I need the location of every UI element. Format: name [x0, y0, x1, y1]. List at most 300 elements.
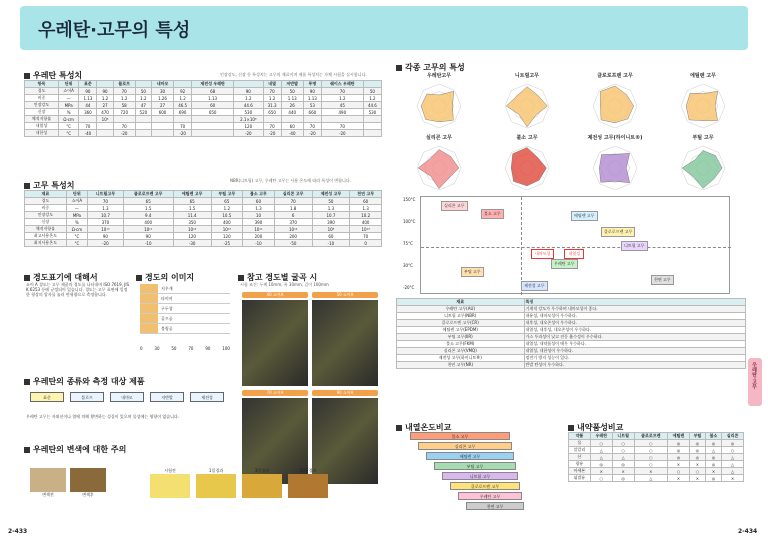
flow-node: 표준	[30, 392, 64, 402]
radar-chart	[572, 79, 658, 131]
resistance-table-row	[397, 306, 746, 313]
chem-table-cell: ◎	[722, 440, 744, 447]
urethane-table-cell: 신장	[25, 109, 59, 116]
urethane-table-cell: 650	[192, 109, 234, 116]
heat-bar: 클로로프렌 고무	[450, 482, 520, 490]
map-axis-labels	[531, 249, 651, 263]
map-boxes	[421, 197, 731, 295]
urethane-table-cell: 2.1×10⁸	[234, 116, 263, 123]
resistance-table-cell: 내후성, 내오존성이 우수하다.	[524, 320, 745, 327]
page-number-left: 2-433	[8, 528, 28, 535]
rubber-table-cell: 50	[312, 198, 350, 205]
rubber-table-cell: 10¹⁴	[274, 226, 312, 233]
urethane-table-wrap	[24, 80, 382, 170]
radar-area	[600, 86, 633, 123]
urethane-table-cell: 쇼어A	[58, 88, 78, 95]
map-box: 불소 고무	[481, 209, 504, 219]
chem-table-cell: ○	[634, 440, 667, 447]
radar-area	[599, 153, 629, 182]
heat-bar: 실리콘 고무	[418, 442, 512, 450]
urethane-table-cell: -20	[234, 130, 263, 137]
rubber-table-cell: MPa	[66, 212, 87, 219]
urethane-table-cell: 90	[303, 88, 321, 95]
chem-table-cell: ×	[668, 475, 690, 482]
resistance-table-row	[397, 348, 746, 355]
rubber-table-cell: °C	[66, 233, 87, 240]
property-map	[403, 196, 730, 294]
chem-table-cell: ○	[612, 447, 634, 454]
resistance-table-row	[397, 320, 746, 327]
rubber-table-cell: -25	[211, 240, 243, 247]
map-box: 천연 고무	[651, 275, 674, 285]
urethane-table-cell: °C	[58, 123, 78, 130]
resistance-table-row	[397, 355, 746, 362]
chem-table-cell: ◎	[705, 461, 721, 468]
radar-item	[572, 134, 658, 194]
scale-label: 70	[188, 346, 194, 351]
chem-table-cell: ○	[634, 447, 667, 454]
rubber-table-cell: 9.4	[123, 212, 173, 219]
urethane-table-cell: 1.2	[321, 95, 363, 102]
rubber-table-cell: 10¹¹	[123, 226, 173, 233]
rubber-table-cell: 70	[350, 233, 382, 240]
urethane-table-row	[25, 95, 382, 102]
rubber-table-cell: 1.2	[211, 205, 243, 212]
urethane-table-cell: 제전성 우레탄	[192, 81, 234, 88]
rubber-table-cell: 370	[88, 219, 124, 226]
rubber-table	[24, 190, 382, 247]
map-y-label: 75°C	[403, 241, 413, 246]
urethane-table-cell: 50	[281, 88, 303, 95]
chem-table-cell: ×	[722, 475, 744, 482]
urethane-table-cell: 660	[303, 109, 321, 116]
urethane-table-cell: 70	[263, 123, 281, 130]
rubber-table-cell: 6	[274, 212, 312, 219]
urethane-table-cell	[174, 81, 192, 88]
scale-label: 90	[205, 346, 211, 351]
hardness-item-label: 볼링공	[161, 326, 173, 331]
day-label: 1일경과	[208, 468, 224, 473]
urethane-table-cell: Ω·cm	[58, 116, 78, 123]
resistance-table-cell: 재료	[397, 299, 525, 306]
rubber-table-cell: 10.7	[88, 212, 124, 219]
rubber-table-cell: 70	[88, 198, 124, 205]
section-bullet-icon	[24, 73, 30, 79]
urethane-table-cell: MPa	[58, 102, 78, 109]
section-bullet-icon	[238, 275, 244, 281]
day-label: 시험전	[164, 468, 176, 473]
urethane-table-cell: 1.13	[192, 95, 234, 102]
urethane-table-cell	[79, 116, 97, 123]
section-bullet-icon	[24, 183, 30, 189]
chem-table-cell: ×	[612, 468, 634, 475]
day-item	[242, 468, 282, 504]
scale-label: 0	[140, 346, 143, 351]
rubber-table-cell: 1.3	[350, 205, 382, 212]
urethane-table-row	[25, 130, 382, 137]
radar-label: 우레탄고무	[426, 73, 452, 79]
hardness-item-label: 지우개	[161, 286, 173, 291]
flow-node: 저반발	[150, 392, 184, 402]
chem-table-cell: ◎	[668, 440, 690, 447]
chem-table-cell: ◎	[705, 454, 721, 461]
urethane-table-cell	[151, 123, 173, 130]
resistance-table-cell: 불소 고무(FKM)	[397, 341, 525, 348]
resistance-table-cell: 기계적 강도가 우수하며 내마모성이 좋다.	[524, 306, 745, 313]
urethane-table-cell: 360	[79, 109, 97, 116]
day-label: 20일경과	[299, 468, 317, 473]
rubber-table-cell: 1.5	[123, 205, 173, 212]
chem-table-cell: △	[590, 447, 612, 454]
flow-node: 블로프	[70, 392, 104, 402]
map-box: 니트릴 고무	[621, 241, 648, 251]
section-bullet-icon	[396, 65, 402, 71]
radar-item	[484, 72, 570, 132]
day-label: 3일경과	[254, 468, 270, 473]
chem-table-cell: ○	[612, 440, 634, 447]
radar-label: 불소 고무	[516, 135, 538, 141]
map-y-label: 30°C	[403, 263, 413, 268]
rubber-table-cell: 0	[350, 240, 382, 247]
urethane-table-cell: 470	[97, 109, 113, 116]
chem-table-cell: ◎	[689, 440, 705, 447]
rubber-table-cell: 400	[123, 219, 173, 226]
scale-label: 30	[154, 346, 160, 351]
day-item	[288, 468, 328, 504]
urethane-table-cell	[97, 123, 113, 130]
rubber-table-cell: 10¹⁴	[173, 226, 211, 233]
radar-item	[660, 72, 746, 132]
radar-area	[506, 87, 547, 127]
rubber-table-cell: Ω·cm	[66, 226, 87, 233]
radar-chart	[660, 141, 746, 193]
resistance-table-cell: 내열성, 내한성이 우수하다.	[524, 348, 745, 355]
radar-chart	[484, 79, 570, 131]
caution-title: 참고 경도별 굴곡 시	[238, 272, 317, 283]
urethane-table-cell: -20	[113, 130, 135, 137]
heat-title: 내열온도비교	[396, 422, 451, 433]
urethane-table-cell: 내한성	[25, 130, 59, 137]
urethane-table-cell: 1.2	[234, 95, 263, 102]
scale-label: 100	[222, 346, 230, 351]
urethane-table-cell: 31.3	[263, 102, 281, 109]
resistance-table-row	[397, 327, 746, 334]
hardness-item-label: 골프공	[161, 316, 173, 321]
section-bullet-icon	[136, 275, 142, 281]
urethane-table-cell: 47	[135, 102, 151, 109]
urethane-table-cell: 10⁸	[97, 116, 113, 123]
urethane-table-cell: 70	[263, 88, 281, 95]
radar-chart	[660, 79, 746, 131]
chem-title: 내약품성비교	[568, 422, 623, 433]
chem-table-cell: 약품	[569, 433, 591, 440]
urethane-table-cell	[363, 130, 381, 137]
urethane-table-cell: 530	[234, 109, 263, 116]
rubber-table-cell: 체적저항률	[25, 226, 67, 233]
resistance-table-row	[397, 362, 746, 369]
heat-chart	[400, 432, 560, 522]
chem-table-header-row	[569, 433, 744, 440]
chem-table-cell: ◎	[612, 461, 634, 468]
chem-table-cell: ◎	[590, 461, 612, 468]
chem-table-cell: ×	[668, 461, 690, 468]
resistance-table-cell: 내열성, 내약품성이 매우 우수하다.	[524, 341, 745, 348]
rubber-table-cell: 인장강도	[25, 212, 67, 219]
hardness-item-swatch	[140, 284, 158, 293]
urethane-table-cell	[303, 116, 321, 123]
hardness-item	[140, 314, 230, 324]
chem-table-cell: 에틸렌	[668, 433, 690, 440]
urethane-table-cell: -20	[174, 130, 192, 137]
urethane-table-cell: 1.13	[79, 95, 97, 102]
hardness-item	[140, 324, 230, 334]
rubber-table-row	[25, 226, 382, 233]
urethane-table-cell: 58	[113, 102, 135, 109]
rubber-table-cell: 단위	[66, 191, 87, 198]
rubber-table-cell: 1.5	[173, 205, 211, 212]
urethane-table-cell: 1.13	[281, 95, 303, 102]
urethane-table-cell	[263, 116, 281, 123]
chem-table-cell: 물	[569, 440, 591, 447]
rubber-table-cell: 65	[173, 198, 211, 205]
chem-table-cell: ×	[590, 468, 612, 475]
rubber-table-cell: 10¹¹	[243, 226, 275, 233]
side-tab[interactable]	[748, 358, 762, 406]
urethane-table-cell: 70	[79, 123, 97, 130]
chem-table-cell: ○	[634, 461, 667, 468]
resistance-table-cell: 반발 탄성이 우수하다.	[524, 362, 745, 369]
urethane-table-cell	[135, 116, 151, 123]
resistance-table-cell: 부틸 고무(IIR)	[397, 334, 525, 341]
chem-table-cell: △	[722, 454, 744, 461]
rubber-note: NBR(니트릴) 고무, 우레탄 고무는 사용 온도에 따라 특성이 변합니다.	[230, 178, 351, 183]
radar-item	[660, 134, 746, 194]
chem-table-cell: ×	[689, 475, 705, 482]
section-bullet-icon	[24, 447, 30, 453]
rubber-table-cell: 120	[211, 233, 243, 240]
rubber-table-cell: 370	[274, 219, 312, 226]
heat-bar: 불소 고무	[410, 432, 510, 440]
urethane-table	[24, 80, 382, 137]
urethane-table-cell: 쉐이스 우레탄	[321, 81, 363, 88]
urethane-table-cell: 440	[281, 109, 303, 116]
urethane-table-cell: 68	[192, 88, 234, 95]
resistance-table-cell: 내유성, 내마모성이 우수하다.	[524, 313, 745, 320]
chem-table-cell: ◎	[668, 454, 690, 461]
urethane-table-cell: 530	[363, 109, 381, 116]
hardness-image-title: 경도의 이미지	[136, 272, 194, 283]
chem-table	[568, 432, 744, 482]
chem-table-cell: △	[590, 454, 612, 461]
urethane-table-cell: 720	[113, 109, 135, 116]
rubber-table-cell: 쇼어A	[66, 198, 87, 205]
chem-table-cell: ×	[705, 468, 721, 475]
radar-area	[418, 150, 459, 189]
rubber-table-cell: 60	[350, 198, 382, 205]
urethane-table-cell: 60	[192, 102, 234, 109]
urethane-table-cell: %	[58, 109, 78, 116]
urethane-note: 인장강도, 신장 등 특성치는 고무의 재료이며 제품 특성치는 자체 시험을 실시합니다.	[220, 72, 367, 77]
hardness-item	[140, 304, 230, 314]
bend-photo-label: 90 쇼어A	[312, 390, 378, 396]
chem-table-cell: ○	[590, 475, 612, 482]
chem-table-cell: ×	[689, 461, 705, 468]
urethane-table-cell: 520	[135, 109, 151, 116]
heat-bar: 니트릴 고무	[442, 472, 518, 480]
urethane-table-cell: -40	[281, 130, 303, 137]
rubber-table-cell: 65	[123, 198, 173, 205]
map-y-label: -20°C	[403, 285, 415, 290]
radar-label: 니트릴고무	[514, 73, 540, 79]
urethane-table-cell	[97, 81, 113, 88]
resistance-table-row	[397, 334, 746, 341]
resistance-table-cell: 내열성, 내후성, 내오존성이 우수하다.	[524, 327, 745, 334]
rubber-table-cell: -10	[243, 240, 275, 247]
urethane-table-cell: 650	[263, 109, 281, 116]
urethane-table-cell: 단위	[58, 81, 78, 88]
radar-chart	[396, 79, 482, 131]
rubber-table-cell: -10	[312, 240, 350, 247]
urethane-table-cell	[363, 116, 381, 123]
rubber-table-cell: 에틸렌 고무	[173, 191, 211, 198]
day-item	[150, 468, 190, 504]
urethane-table-cell: 1.26	[151, 95, 173, 102]
rubber-table-cell: 65	[211, 198, 243, 205]
chem-table-row	[569, 461, 744, 468]
flow-node: 제전성	[190, 392, 224, 402]
map-y-label: 100°C	[403, 219, 416, 224]
urethane-table-cell: -40	[79, 130, 97, 137]
rubber-table-cell: 70	[274, 198, 312, 205]
chem-table-cell: ○	[590, 440, 612, 447]
hardness-scale	[140, 346, 230, 354]
rubber-table-cell: 신장	[25, 219, 67, 226]
urethane-table-cell: 50	[363, 88, 381, 95]
urethane-table-cell: 인장강도	[25, 102, 59, 109]
hardness-image-list	[140, 284, 230, 344]
bend-photo-label: 50 쇼어A	[312, 292, 378, 298]
chem-table-row	[569, 454, 744, 461]
radar-label: 부틸 고무	[692, 135, 714, 141]
resistance-table-cell: 실리콘 고무(VMQ)	[397, 348, 525, 355]
chem-table-cell: 휘발유	[569, 475, 591, 482]
urethane-table-cell	[363, 81, 381, 88]
radar-label: 클로로프렌 고무	[597, 73, 633, 79]
rubber-table-cell: 최저사용온도	[25, 240, 67, 247]
urethane-table-cell: 체적저항률	[25, 116, 59, 123]
rubber-table-cell: -20	[88, 240, 124, 247]
urethane-table-cell: 490	[321, 109, 363, 116]
days-photos	[150, 468, 380, 504]
radar-label: 실리콘 고무	[426, 135, 452, 141]
urethane-table-cell: 저반발	[281, 81, 303, 88]
chem-table-cell: 불소	[705, 433, 721, 440]
rubber-table-cell: 350	[173, 219, 211, 226]
hardness-text: 쇼어 A 경도는 고무 제품의 경도를 나타내며 ISO 7619, JIS K 6253 등에 규정되어 있습니다. 경도는 고무 표면에 일정한 형상의 압자를 눌러 변형량으로 측정합니다.	[26, 282, 130, 297]
urethane-table-cell	[192, 116, 234, 123]
rubber-table-row	[25, 233, 382, 240]
bend-photo-item	[242, 292, 308, 386]
rubber-table-cell: 60	[312, 233, 350, 240]
urethane-table-cell: 1.2	[363, 95, 381, 102]
sample-label: 변색전	[42, 492, 54, 497]
map-box: 부틸 고무	[461, 267, 484, 277]
resistance-table-cell: 가스 투과성이 낮고 진동 흡수성이 우수하다.	[524, 334, 745, 341]
radar-area	[682, 150, 722, 188]
radar-chart	[396, 141, 482, 193]
urethane-table-row	[25, 116, 382, 123]
urethane-table-cell	[97, 130, 113, 137]
radar-area	[511, 148, 546, 186]
map-box: 우레탄 고무	[551, 259, 578, 269]
rubber-table-cell: 390	[312, 219, 350, 226]
radar-item	[396, 134, 482, 194]
bend-photo	[312, 300, 378, 386]
radar-label: 제전성 고무(하이니트®)	[587, 135, 643, 141]
urethane-table-cell: 50	[135, 88, 151, 95]
map-box: 클로로프렌 고무	[601, 227, 635, 237]
heat-bar: 에틸렌 고무	[426, 452, 514, 460]
chem-table-cell: △	[612, 454, 634, 461]
map-y-label: 150°C	[403, 197, 416, 202]
rubber-table-cell: 최고사용온도	[25, 233, 67, 240]
radar-item	[396, 72, 482, 132]
hardness-item-label: 구두창	[161, 306, 173, 311]
resistance-table-cell: 정전기 방지 성능이 있다.	[524, 355, 745, 362]
chem-table-row	[569, 468, 744, 475]
urethane-table-cell: 70	[113, 88, 135, 95]
urethane-table-cell: 1.2	[97, 95, 113, 102]
urethane-table-cell: 70	[321, 123, 363, 130]
rubber-table-cell: 390	[243, 219, 275, 226]
resistance-table-cell: 제전성 고무(하이니트®)	[397, 355, 525, 362]
hardness-item-swatch	[140, 324, 158, 333]
radar-chart	[572, 141, 658, 193]
urethane-section-title: 우레탄 특성치	[24, 70, 82, 81]
urethane-table-cell: 30	[151, 88, 173, 95]
chem-table-cell: 우레탄	[590, 433, 612, 440]
resistance-table-cell: 천연 고무(NR)	[397, 362, 525, 369]
sample-swatch	[30, 468, 66, 492]
resistance-table-cell: 에틸렌 고무(EPDM)	[397, 327, 525, 334]
rubber-table-cell: 1.3	[88, 205, 124, 212]
radar-grid	[396, 72, 746, 196]
chem-table-cell: ◎	[705, 475, 721, 482]
urethane-table-cell: °C	[58, 130, 78, 137]
urethane-table-cell: 44	[79, 102, 97, 109]
rubber-table-cell: 10¹⁰	[88, 226, 124, 233]
rubber-table-cell: 60	[243, 198, 275, 205]
urethane-table-cell	[135, 123, 151, 130]
rubber-table-cell: —	[66, 205, 87, 212]
rubber-table-row	[25, 205, 382, 212]
rubber-table-row	[25, 212, 382, 219]
chem-table-row	[569, 475, 744, 482]
rubber-table-cell: 400	[350, 219, 382, 226]
resistance-table-row	[397, 341, 746, 348]
chem-table-cell: △	[705, 447, 721, 454]
flow-node: 내마모	[110, 392, 144, 402]
bend-photo-label: 40 쇼어A	[242, 292, 308, 298]
urethane-table-cell	[151, 130, 173, 137]
urethane-table-cell: 경도	[25, 88, 59, 95]
day-swatch	[150, 474, 190, 498]
scale-label: 50	[171, 346, 177, 351]
urethane-table-cell: 내열	[263, 81, 281, 88]
chem-table-row	[569, 440, 744, 447]
urethane-table-cell: 90	[79, 88, 97, 95]
day-swatch	[242, 474, 282, 498]
